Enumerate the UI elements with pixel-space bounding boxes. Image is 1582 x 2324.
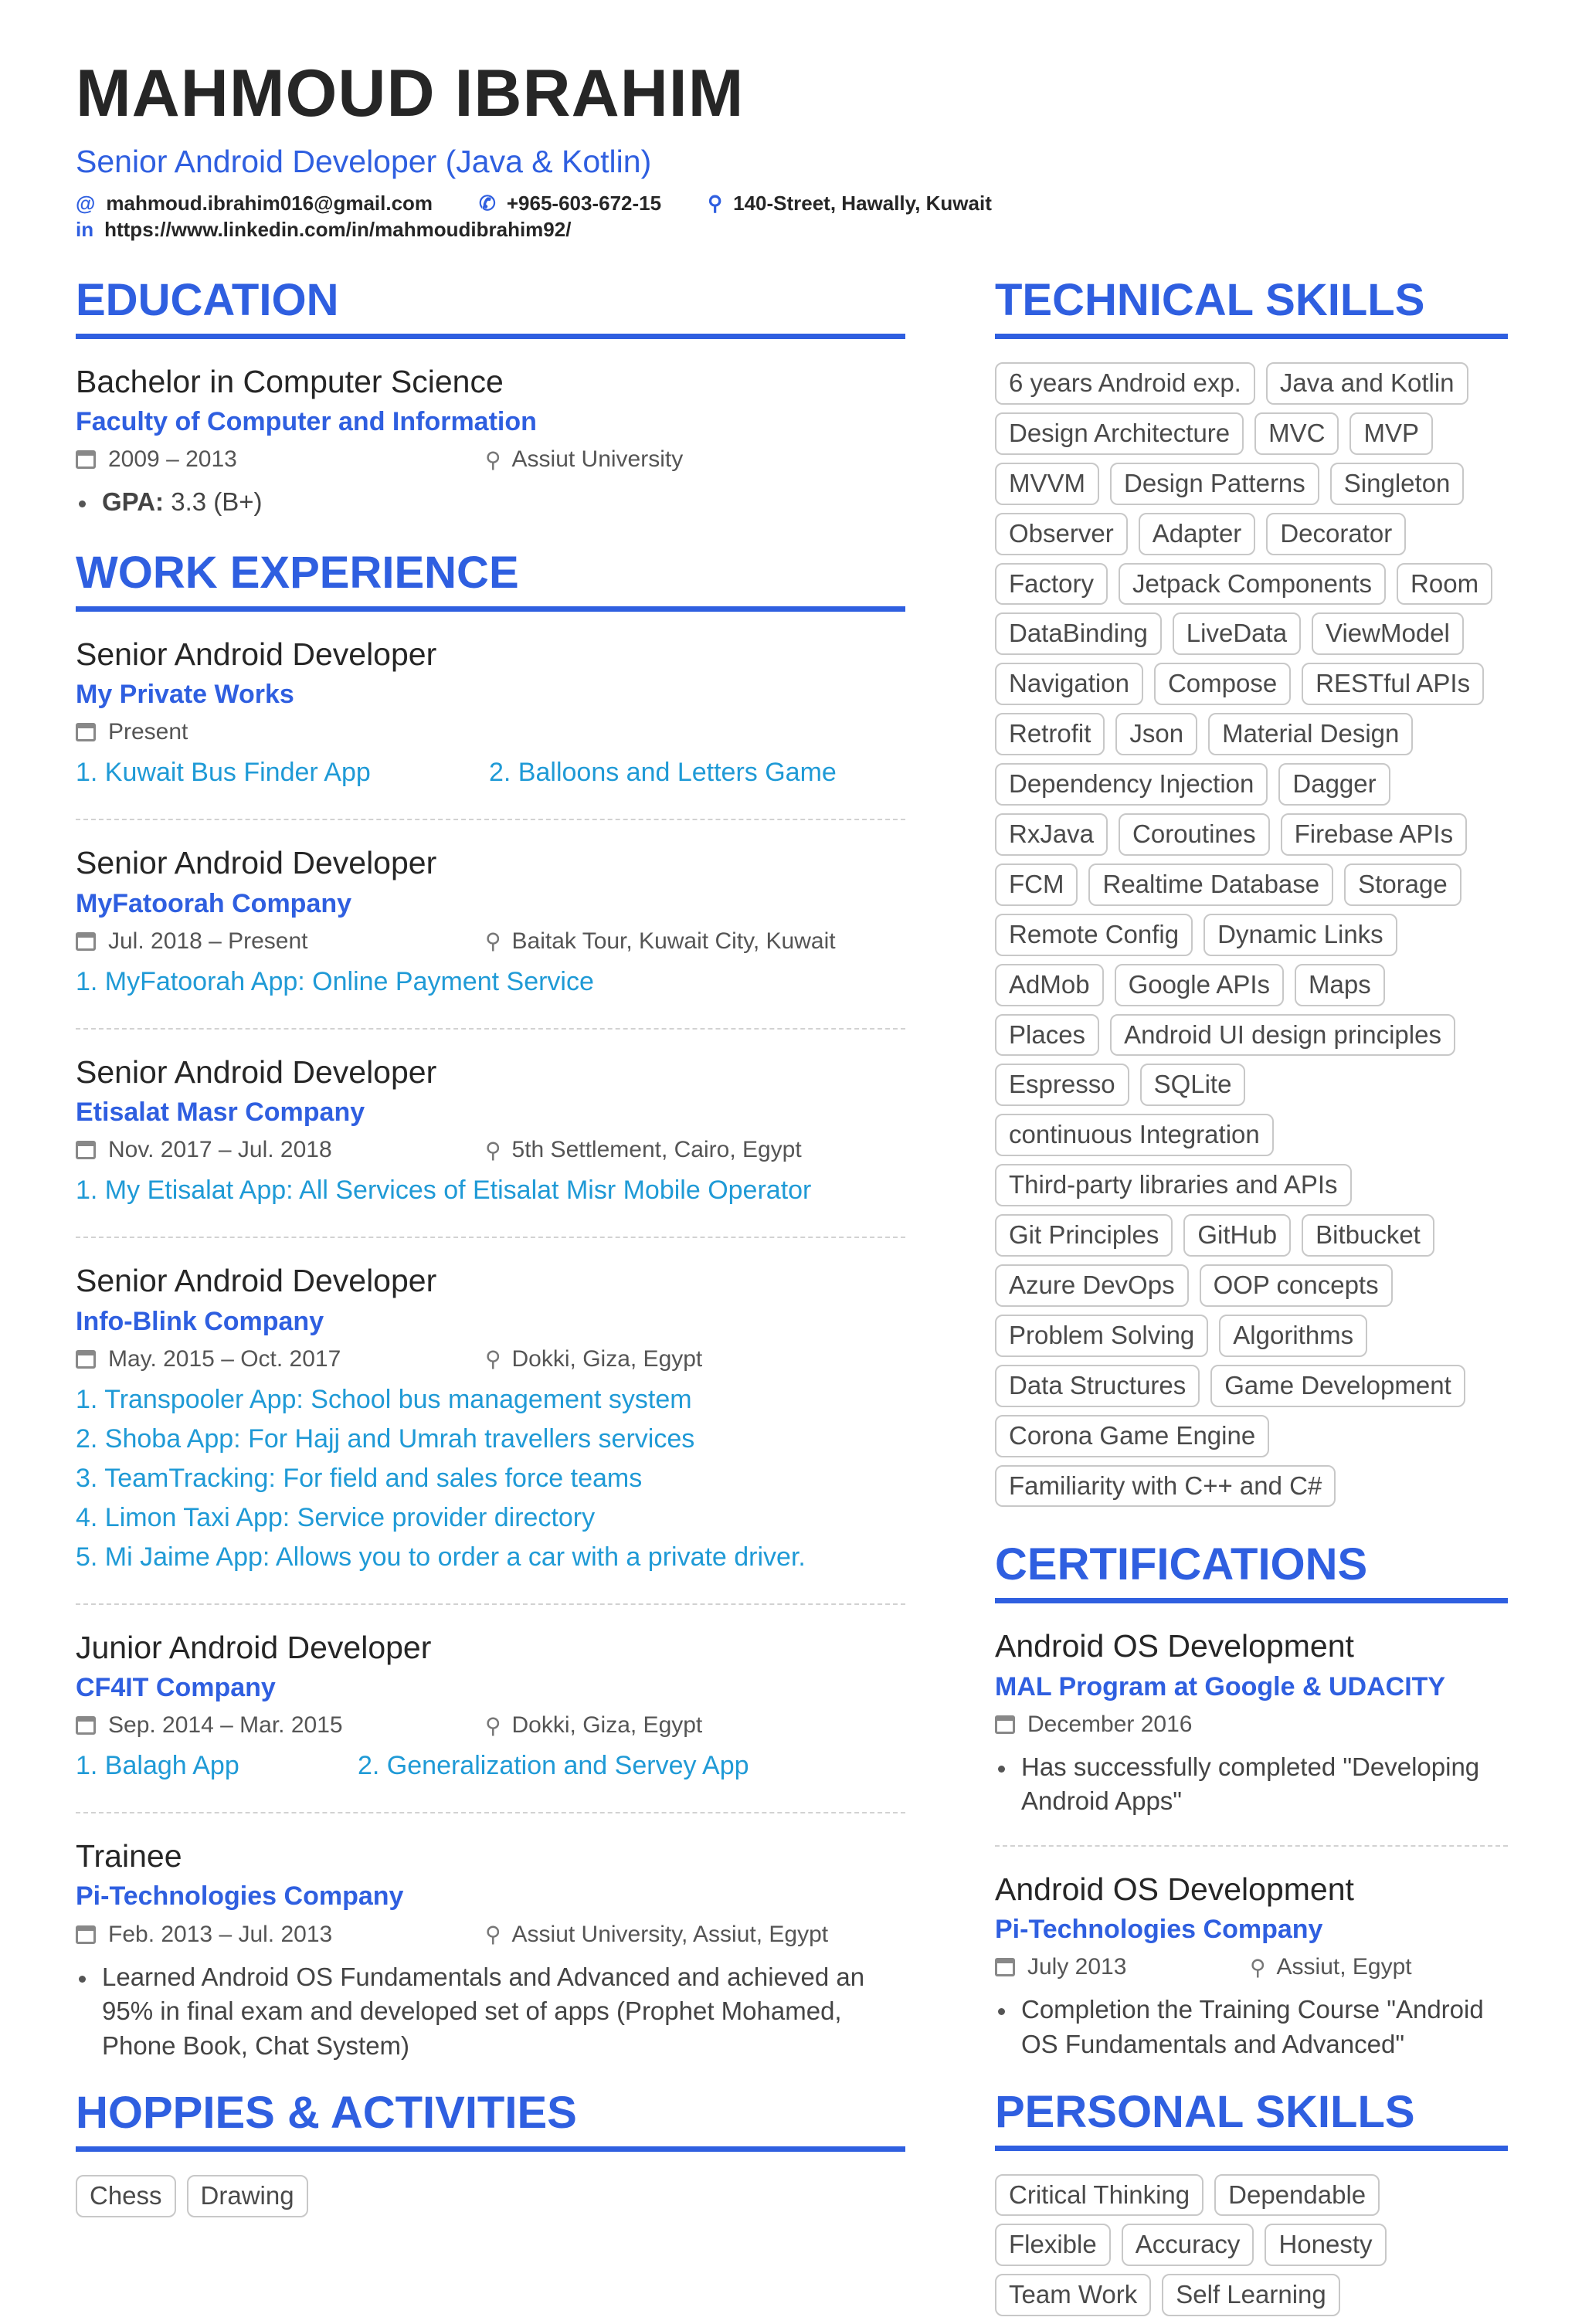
right-column (995, 275, 1508, 2324)
skill-tag: Jetpack Components (1119, 563, 1386, 606)
calendar-icon (76, 1716, 96, 1735)
skill-tag: Corona Game Engine (995, 1415, 1269, 1457)
job-meta (76, 1922, 905, 1948)
certifications-heading: CERTIFICATIONS (995, 1542, 1508, 1603)
certification-issuer: MAL Program at Google & UDACITY (995, 1671, 1446, 1701)
job-title: Senior Android Developer (Java & Kotlin) (76, 144, 652, 179)
job-company: Etisalat Masr Company (76, 1098, 365, 1128)
skill-tag: Factory (995, 563, 1108, 606)
hobbies-heading: HOPPIES & ACTIVITIES (76, 2091, 905, 2152)
skill-tag: Coroutines (1119, 813, 1270, 856)
job-apps (76, 1746, 905, 1786)
skill-tag: MVP (1349, 412, 1433, 455)
job-company: Pi-Technologies Company (76, 1881, 404, 1912)
job-meta (76, 1137, 905, 1163)
calendar-icon (76, 1350, 96, 1369)
skill-tag: Honesty (1265, 2224, 1386, 2266)
certification-location: Assiut, Egypt (1276, 1954, 1412, 1980)
app-link[interactable]: 1. MyFatoorah App: Online Payment Service (76, 966, 594, 996)
skill-tag: Adapter (1139, 513, 1256, 555)
job-meta (76, 1346, 905, 1372)
skill-tag: Flexible (995, 2224, 1111, 2266)
job-role: Senior Android Developer (76, 1263, 437, 1299)
certification-name: Android OS Development (995, 1628, 1354, 1664)
left-column (76, 275, 905, 2225)
job-dates: Jul. 2018 – Present (108, 928, 308, 954)
skill-tag: Maps (1295, 964, 1385, 1006)
skill-tag: Critical Thinking (995, 2174, 1203, 2217)
skill-tag: Dagger (1278, 763, 1390, 806)
certification-meta (995, 1712, 1508, 1738)
certification-name: Android OS Development (995, 1871, 1354, 1908)
job-entry (76, 1053, 905, 1210)
email-link[interactable]: mahmoud.ibrahim016@gmail.com (106, 192, 433, 215)
skill-tag: Singleton (1330, 463, 1465, 505)
skill-tag: SQLite (1140, 1064, 1246, 1106)
job-entry (76, 843, 905, 1001)
technical-skills-heading: TECHNICAL SKILLS (995, 278, 1508, 339)
education-location: Assiut University (511, 446, 684, 473)
skill-tag: Bitbucket (1302, 1214, 1434, 1257)
skill-tag: Remote Config (995, 914, 1193, 956)
education-heading: EDUCATION (76, 278, 905, 339)
skill-tag: Storage (1344, 863, 1461, 906)
job-dates: Feb. 2013 – Jul. 2013 (108, 1921, 333, 1947)
job-role: Senior Android Developer (76, 845, 437, 881)
location-pin-icon: ⚲ (485, 1138, 501, 1162)
phone-icon: ✆ (479, 192, 496, 215)
calendar-icon (995, 1958, 1015, 1976)
job-meta (76, 719, 905, 745)
calendar-icon (76, 1141, 96, 1159)
calendar-icon (995, 1715, 1015, 1734)
app-link[interactable]: 2. Shoba App: For Hajj and Umrah travellers services (76, 1423, 695, 1454)
phone-number[interactable]: +965-603-672-15 (506, 192, 662, 215)
gpa-label: GPA: (102, 487, 165, 517)
app-link[interactable]: 2. Balloons and Letters Game (489, 758, 837, 788)
job-role: Senior Android Developer (76, 636, 437, 672)
job-dates: May. 2015 – Oct. 2017 (108, 1345, 341, 1372)
job-entry (76, 1837, 905, 2063)
job-meta (76, 1712, 905, 1739)
skill-tag: MVC (1254, 412, 1339, 455)
job-apps (76, 962, 905, 1002)
app-link[interactable]: 1. Transpooler App: School bus management system (76, 1384, 692, 1414)
skill-tag: Accuracy (1122, 2224, 1254, 2266)
candidate-name: MAHMOUD IBRAHIM (76, 56, 745, 131)
divider (76, 1237, 905, 1238)
certification-entry (995, 1870, 1508, 2062)
job-description: Learned Android OS Fundamentals and Advanced and achieved an 95% in final exam and developed set of apps (Prophet Mohamed, Phone Book, Chat System) (76, 1960, 905, 2064)
skill-tag: Dependency Injection (995, 763, 1268, 806)
address: 140-Street, Hawally, Kuwait (733, 192, 992, 215)
skill-tag: ViewModel (1312, 612, 1464, 655)
skill-tag: Team Work (995, 2274, 1151, 2316)
skill-tag: Algorithms (1219, 1315, 1367, 1357)
job-role: Junior Android Developer (76, 1629, 432, 1665)
job-apps (76, 1380, 905, 1577)
skill-tag: Json (1115, 713, 1197, 755)
skill-tag: Data Structures (995, 1365, 1200, 1407)
app-link[interactable]: 1. Kuwait Bus Finder App (76, 758, 371, 788)
skill-tag: Observer (995, 513, 1128, 555)
technical-skills-tags (995, 362, 1508, 1515)
location-pin-icon: ⚲ (485, 929, 501, 954)
app-link[interactable]: 5. Mi Jaime App: Allows you to order a car with a private driver. (76, 1542, 806, 1572)
skill-tag: Problem Solving (995, 1315, 1208, 1357)
education-dates: 2009 – 2013 (108, 446, 237, 473)
skill-tag: Espresso (995, 1064, 1129, 1106)
linkedin-row (76, 218, 571, 242)
skill-tag: Material Design (1208, 713, 1413, 755)
calendar-icon (76, 723, 96, 741)
skill-tag: Game Development (1210, 1365, 1465, 1407)
job-company: CF4IT Company (76, 1672, 276, 1702)
skill-tag: Room (1397, 563, 1492, 606)
personal-skills-heading: PERSONAL SKILLS (995, 2090, 1508, 2151)
linkedin-icon: in (76, 218, 94, 241)
skill-tag: Firebase APIs (1281, 813, 1467, 856)
skill-tag: Compose (1154, 663, 1291, 705)
hobbies-tags (76, 2175, 905, 2225)
certification-date: July 2013 (1027, 1954, 1127, 1980)
skill-tag: FCM (995, 863, 1078, 906)
skill-tag: Android UI design principles (1110, 1014, 1455, 1057)
skill-tag: Azure DevOps (995, 1264, 1189, 1307)
skill-tag: OOP concepts (1200, 1264, 1393, 1307)
job-role: Trainee (76, 1838, 182, 1874)
job-apps (76, 1171, 905, 1210)
divider (76, 1028, 905, 1030)
skill-tag: Git Principles (995, 1214, 1173, 1257)
contact-row (76, 192, 1038, 215)
skill-tag: LiveData (1173, 612, 1301, 655)
app-link[interactable]: 1. My Etisalat App: All Services of Etisalat Misr Mobile Operator (76, 1176, 812, 1206)
work-heading: WORK EXPERIENCE (76, 551, 905, 612)
divider (76, 819, 905, 820)
location-pin-icon: ⚲ (708, 192, 723, 215)
skill-tag: Familiarity with C++ and C# (995, 1465, 1336, 1508)
app-link[interactable]: 3. TeamTracking: For field and sales force teams (76, 1463, 643, 1493)
certification-date: December 2016 (1027, 1711, 1193, 1737)
job-entry (76, 1261, 905, 1576)
calendar-icon (76, 1925, 96, 1944)
app-link[interactable]: 1. Balagh App (76, 1751, 239, 1781)
at-icon: @ (76, 192, 96, 215)
skill-tag: Decorator (1266, 513, 1406, 555)
job-location: Assiut University, Assiut, Egypt (511, 1921, 829, 1947)
calendar-icon (76, 932, 96, 951)
job-company: My Private Works (76, 680, 294, 710)
divider (76, 1603, 905, 1605)
certification-meta (995, 1954, 1508, 1980)
linkedin-link[interactable]: https://www.linkedin.com/in/mahmoudibrahim92/ (104, 218, 572, 241)
job-apps (76, 753, 905, 792)
location-pin-icon: ⚲ (485, 1347, 501, 1372)
job-company: MyFatoorah Company (76, 888, 352, 918)
location-pin-icon: ⚲ (485, 1713, 501, 1738)
job-location: Dokki, Giza, Egypt (511, 1712, 703, 1739)
location-pin-icon: ⚲ (485, 1922, 501, 1947)
skill-tag: DataBinding (995, 612, 1162, 655)
certification-description: Has successfully completed "Developing Android Apps" (995, 1750, 1508, 1819)
skill-tag: RESTful APIs (1302, 663, 1484, 705)
divider (995, 1845, 1508, 1847)
gpa-value: 3.3 (B+) (171, 487, 263, 517)
skill-tag: RxJava (995, 813, 1108, 856)
skill-tag: Places (995, 1014, 1099, 1057)
gpa-item (76, 485, 905, 520)
job-dates: Present (108, 719, 188, 745)
skill-tag: 6 years Android exp. (995, 362, 1255, 405)
job-location: Baitak Tour, Kuwait City, Kuwait (511, 928, 836, 954)
job-meta (76, 928, 905, 955)
location-pin-icon: ⚲ (485, 447, 501, 472)
certification-entry (995, 1627, 1508, 1819)
job-dates: Sep. 2014 – Mar. 2015 (108, 1712, 343, 1739)
hobby-tag: Drawing (187, 2175, 308, 2217)
skill-tag: Design Architecture (995, 412, 1244, 455)
skill-tag: Self Learning (1162, 2274, 1339, 2316)
faculty: Faculty of Computer and Information (76, 407, 537, 437)
job-company: Info-Blink Company (76, 1306, 324, 1336)
skill-tag: Design Patterns (1110, 463, 1319, 505)
skill-tag: Realtime Database (1088, 863, 1333, 906)
skill-tag: Dynamic Links (1203, 914, 1397, 956)
job-entry (76, 1628, 905, 1786)
education-meta (76, 446, 905, 473)
skill-tag: Google APIs (1115, 964, 1284, 1006)
skill-tag: AdMob (995, 964, 1104, 1006)
degree: Bachelor in Computer Science (76, 364, 504, 399)
job-location: Dokki, Giza, Egypt (511, 1345, 703, 1372)
skill-tag: Third-party libraries and APIs (995, 1164, 1352, 1206)
skill-tag: continuous Integration (995, 1114, 1274, 1156)
app-link[interactable]: 4. Limon Taxi App: Service provider directory (76, 1502, 596, 1532)
hobby-tag: Chess (76, 2175, 176, 2217)
app-link[interactable]: 2. Generalization and Servey App (358, 1751, 749, 1781)
divider (76, 1812, 905, 1813)
job-dates: Nov. 2017 – Jul. 2018 (108, 1137, 332, 1163)
skill-tag: GitHub (1183, 1214, 1291, 1257)
location-pin-icon: ⚲ (1250, 1955, 1266, 1980)
personal-skills-tags (995, 2174, 1508, 2324)
job-location: 5th Settlement, Cairo, Egypt (511, 1137, 802, 1163)
skill-tag: Java and Kotlin (1266, 362, 1468, 405)
skill-tag: MVVM (995, 463, 1099, 505)
calendar-icon (76, 450, 96, 469)
job-entry (76, 635, 905, 792)
skill-tag: Dependable (1214, 2174, 1380, 2217)
certification-description: Completion the Training Course "Android OS Fundamentals and Advanced" (995, 1993, 1508, 2061)
skill-tag: Navigation (995, 663, 1143, 705)
skill-tag: Retrofit (995, 713, 1105, 755)
job-role: Senior Android Developer (76, 1053, 437, 1090)
certification-issuer: Pi-Technologies Company (995, 1915, 1323, 1945)
